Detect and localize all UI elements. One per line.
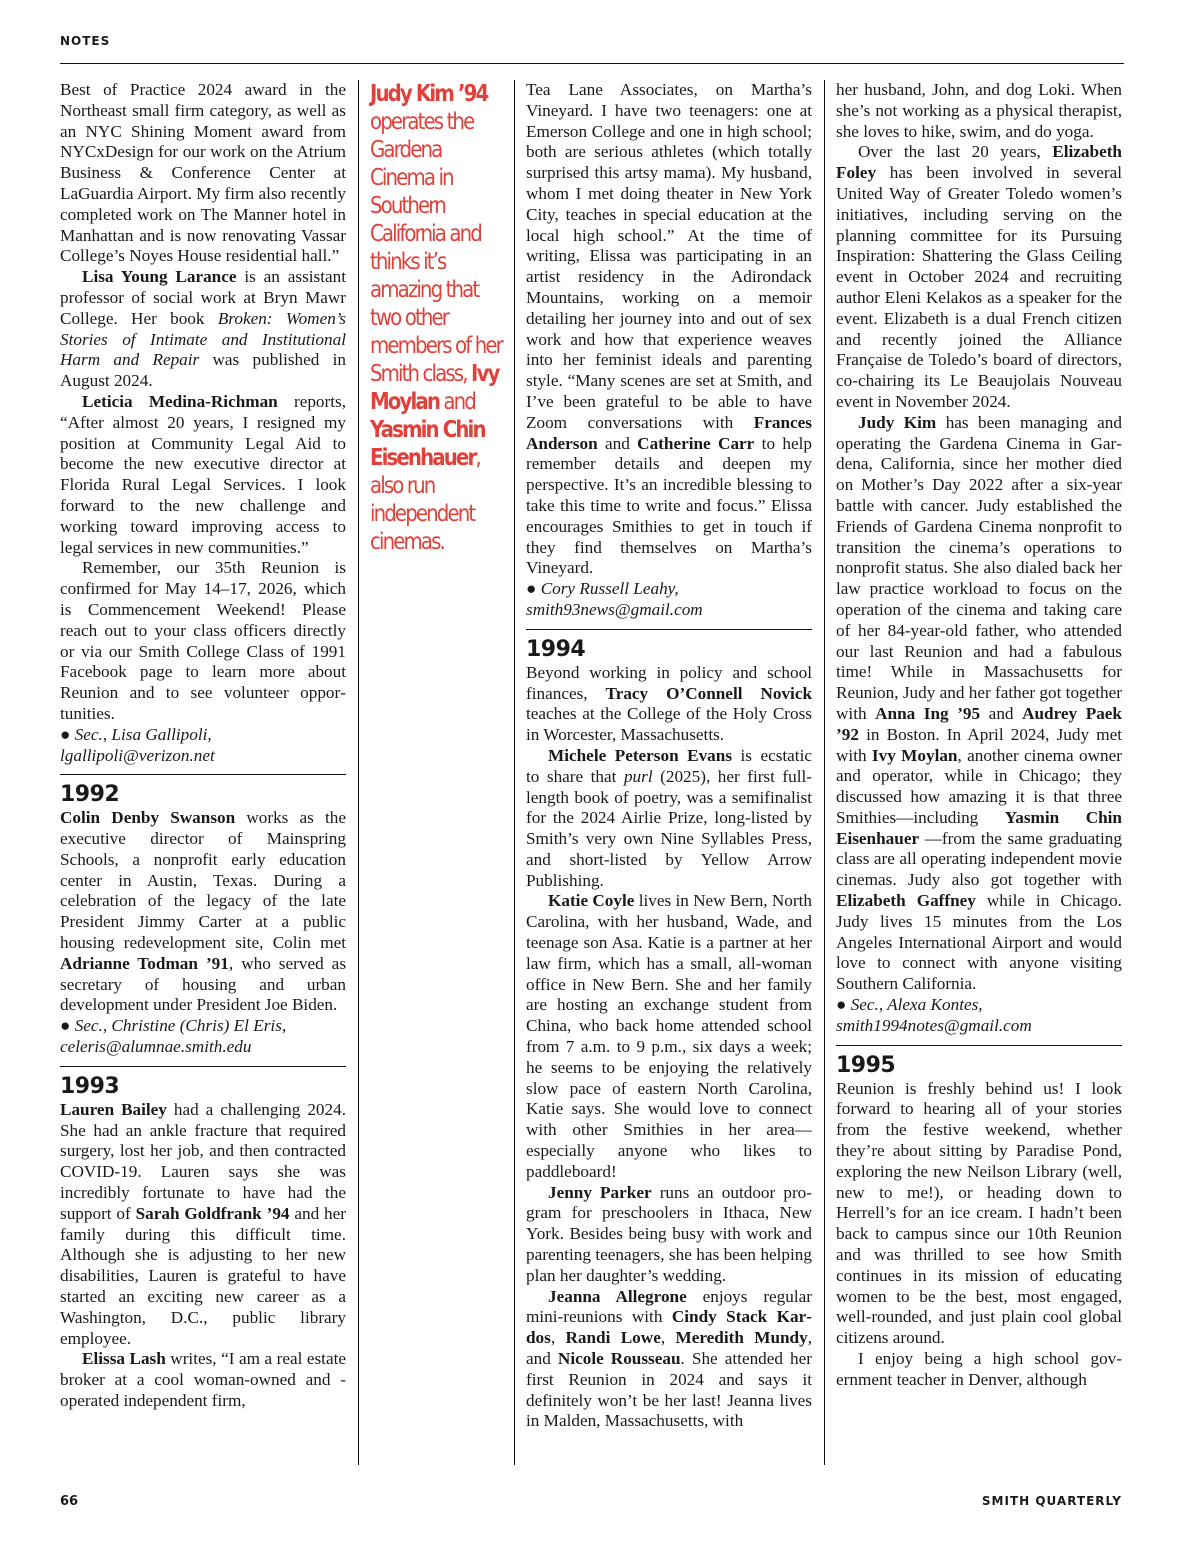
book-title: Broken: Women’s Stories of Intimate and Institutional Harm and Repair (60, 308, 346, 370)
person-name: Lisa Young Larance (82, 267, 237, 287)
person-name: Cindy Stack Kardos (526, 1307, 812, 1348)
person-name: Randi Lowe (565, 1328, 661, 1348)
person-name: Nicole Rousseau (557, 1349, 681, 1369)
paragraph: Best of Practice 2024 award in the Northeast small firm category, as well as an NYC Shining Moment award from NYCxDesign for our work on the Atrium Business & Conference Center at LaGuardia Airport. My firm also recently completed work on The Manner hotel in Manhattan and is now renovating Vassar College’s Noyes House residential hall.” (60, 80, 346, 266)
paragraph: I enjoy being a high school government teacher in Denver, although (836, 1349, 1122, 1389)
top-rule (60, 63, 1124, 64)
person-name: Adrianne Todman ’91 (60, 953, 229, 973)
email-link[interactable]: smith93news@gmail.com (526, 599, 703, 619)
paragraph: Jenny Parker runs an outdoor program for preschoolers in Ithaca, New York. Besides being busy with work and parenting teenagers, she has been helping plan her daughter’s wedding. (526, 1182, 812, 1285)
person-name: Judy Kim (858, 412, 937, 432)
paragraph: Jeanna Allegrone enjoys regular mini-reunions with Cindy Stack Kardos, Randi Lowe, Meredith Mundy, and Nicole Rousseau. She attended her first Reunion in 2024 and says it definitely won’t be her last! Jeanna lives in Malden, Massachusetts, with (526, 1286, 813, 1431)
person-name: Frances Anderson (526, 412, 812, 453)
email-link[interactable]: celeris@alumnae.smith.edu (60, 1037, 252, 1057)
person-name: Michele Peterson Evans (548, 745, 733, 765)
person-name: Katie Coyle (548, 891, 635, 911)
column-divider (514, 80, 515, 1465)
secretary-signature: ● Sec., Alexa Kontes, smith1994notes@gmail.com (836, 995, 1032, 1035)
year-heading-1995: 1995 (836, 1045, 1122, 1079)
person-name: Audrey Paek ’92 (836, 703, 1122, 744)
paragraph: Colin Denby Swanson works as the executive director of Mainspring Schools, a nonprofit early education center in Austin, Texas. During a celebration of the legacy of the late President Jimmy Carter at a public housing redevelopment site, Colin met Adrianne Todman ’91, who served as secretary of housing and urban development under President Joe Biden. (60, 808, 347, 1015)
paragraph: her husband, John, and dog Loki. When she’s not working as a physical therapist, she loves to hike, swim, and do yoga. (836, 80, 1122, 141)
person-name: Elizabeth Foley (836, 142, 1122, 183)
section-label: NOTES (60, 34, 111, 48)
person-name: Colin Denby Swanson (60, 808, 236, 828)
paragraph: Katie Coyle lives in New Bern, North Carolina, with her husband, Wade, and teenage son Asa. Katie is a partner at her law firm, which has a small, all-woman office in New Bern. She and her family are hosting an exchange student from China, who back home attended school from 7 a.m. to 9 p.m., six days a week; he seems to be enjoying the relatively slow pace of eastern North Carolina, Katie says. She would love to connect with other Smithies in her area—especially anyone who likes to paddleboard! (526, 891, 812, 1181)
paragraph: Remember, our 35th Reunion is confirmed for May 14–17, 2026, which is Commencement Weekend! Please reach out to your class officers directly or via our Smith College Class of 1991 Facebook page to learn more about Reunion and to see volunteer opportunities. (60, 558, 346, 723)
paragraph: Over the last 20 years, Elizabeth Foley has been involved in several United Way of Greater Toledo women’s initiatives, including serving on the planning committee for its Pursuing Inspiration: Shattering the Glass Ceiling event in October 2024 and recruiting author Eleni Kelakos as a speaker for the event. Elizabeth is a dual French citizen and recently joined the Alliance Française de Toledo’s board of directors, co-chairing its Le Beaujolais Nouveau event in November 2024. (836, 142, 1122, 411)
person-name: Catherine Carr (637, 433, 755, 453)
column-2 (526, 80, 812, 1432)
year-heading-1992: 1992 (60, 774, 346, 808)
column-3 (836, 80, 1122, 1391)
paragraph: Reunion is freshly behind us! I look forward to hearing all of your stories from the festive weekend, whether they’re about sitting by Paradise Pond, exploring the new Neilson Library (well, new to me!), or heading down to Herrell’s for an ice cream. I hadn’t been back to campus since our 10th Reunion and was thrilled to see how Smith continues in its mission of educating women to be the best, most engaged, well-rounded, and just plain cool global citizens around. (836, 1078, 1122, 1348)
paragraph: Lisa Young Larance is an assistant professor of social work at Bryn Mawr College. Her book Broken: Women’s Stories of Intimate and Institutional Harm and Repair was published in August 2024. (60, 267, 347, 391)
bullet-icon: ● (60, 1016, 71, 1036)
paragraph: Tea Lane Associates, on Martha’s Vineyard. I have two teenagers: one at Emerson College and one in high school; both are serious athletes (which totally surprised this artsy mama). My husband, whom I met doing theater in New York City, teaches in special education at the local high school.” At the time of writing, Elissa was participating in an artist residency in the Adirondack Mountains, working on a memoir detailing her journey into and out of sex work and how that experience weaves into her feminist ideals and parenting style. “Many scenes are set at Smith, and I’ve been grateful to be able to have Zoom conversations with Frances Anderson and Catherine Carr to help remember details and deepen my perspective. It’s an incredible blessing to take this time to write and focus.” Elissa encourages Smithies to get in touch if they find themselves on Martha’s Vineyard. (526, 80, 812, 578)
person-name: Anna Ing ’95 (875, 703, 981, 723)
column-divider (358, 80, 359, 1465)
year-heading-1993: 1993 (60, 1066, 346, 1100)
person-name: Tracy O’Connell Novick (605, 683, 813, 703)
page-number: 66 (60, 1494, 79, 1509)
person-name: Yasmin Chin Eisenhauer (836, 807, 1122, 848)
paragraph: Elissa Lash writes, “I am a real estate broker at a cool woman-owned and -operated independent firm, (60, 1349, 346, 1411)
paragraph: Lauren Bailey had a challenging 2024. She had an ankle fracture that required surgery, lost her job, and then contracted COVID-19. Lauren says she was incredibly fortunate to have had the support of Sarah Goldfrank ’94 and her family during this difficult time. Although she is adjusting to her new disabilities, Lauren is grateful to have started an exciting new career as a Washington, D.C., public library employee. (60, 1099, 346, 1348)
person-name: Leticia Medina-Richman (82, 391, 278, 411)
paragraph: Michele Peterson Evans is ecstatic to share that purl (2025), her first full-length book of poetry, was a semifinalist for the 2024 Airlie Prize, long-listed by Smith’s very own Nine Syllables Press, and short-listed by Yellow Arrow Publishing. (526, 745, 813, 890)
column-divider (824, 80, 825, 1465)
person-name: Ivy Moylan (871, 745, 958, 765)
secretary-signature: ● Cory Russell Leahy, smith93news@gmail.com (526, 579, 703, 619)
person-name: Sarah Goldfrank ’94 (135, 1203, 290, 1223)
paragraph: Judy Kim has been managing and operating the Gardena Cinema in Gardena, California, since her mother died on Mother’s Day 2022 after a six-year battle with cancer. Judy established the Friends of Gardena Cinema nonprofit to transition the cinema’s operations to nonprofit status. She also dialed back her law practice workload to focus on the operation of the cinema and taking care of her 84-year-old father, who attended our last Reunion and had a fabulous time! While in Massachusetts for Reunion, Judy and her father got together with Anna Ing ’95 and Audrey Paek ’92 in Boston. In April 2024, Judy met with Ivy Moylan, another cinema owner and operator, while in Chicago; they discussed how amazing it is that three Smithies—including Yasmin Chin Eisenhauer —from the same graduating class are all operating independent movie cinemas. Judy also got together with Elizabeth Gaffney while in Chicago. Judy lives 15 minutes from the Los Angeles International Airport and would love to connect with anyone visiting Southern California. (836, 412, 1122, 994)
person-name: Elizabeth Gaffney (836, 891, 976, 911)
paragraph: Beyond working in policy and school finances, Tracy O’Connell Novick teaches at the College of the Holy Cross in Worcester, Massachusetts. (526, 662, 813, 745)
paragraph: Leticia Medina-Richman reports, “After almost 20 years, I resigned my position at Community Legal Aid to become the new executive director at Florida Rural Legal Services. I look forward to the new challenge and working toward improving access to legal services in new communities.” (60, 391, 346, 557)
secretary-signature: ● Sec., Christine (Chris) El Eris, celeris@alumnae.smith.edu (60, 1016, 287, 1057)
publication-name: SMITH QUARTERLY (981, 1494, 1122, 1508)
bullet-icon: ● (836, 995, 847, 1015)
book-title: purl (623, 766, 653, 786)
bullet-icon: ● (60, 724, 71, 744)
person-name: Elissa Lash (82, 1349, 166, 1369)
person-name: Jenny Parker (548, 1182, 652, 1202)
pull-quote: Judy Kim ’94 operates the Gardena Cinema in Southern California and thinks it’s amazing that two other members of her Smith class, Ivy Moylan and Yasmin Chin Eisenhauer, also run independent cinemas. (370, 81, 502, 555)
email-link[interactable]: smith1994notes@gmail.com (836, 1015, 1032, 1035)
person-name: Lauren Bailey (60, 1099, 167, 1119)
year-heading-1994: 1994 (526, 629, 812, 663)
bullet-icon: ● (526, 579, 537, 599)
column-1 (60, 80, 346, 1412)
person-name: Jeanna Allegrone (548, 1286, 687, 1306)
secretary-signature: ● Sec., Lisa Gallipoli, lgallipoli@verizon.net (60, 724, 215, 765)
person-name: Meredith Mundy (675, 1328, 808, 1348)
email-link[interactable]: lgallipoli@verizon.net (60, 745, 215, 765)
